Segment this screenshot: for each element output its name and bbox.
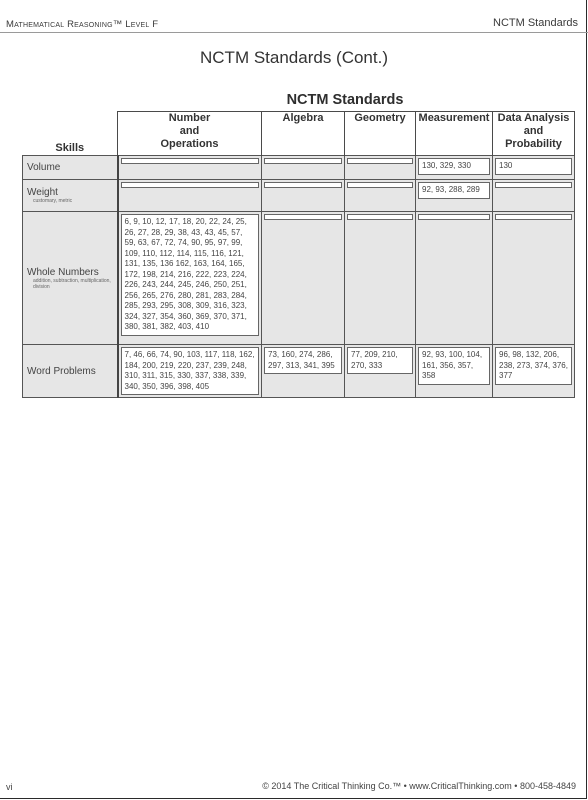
- skill-label: Weight: [27, 187, 58, 198]
- cell-values: 92, 93, 288, 289: [418, 182, 490, 199]
- column-header-data-analysis-probability: [493, 112, 575, 156]
- standards-table: [22, 111, 575, 398]
- cell-values: [264, 158, 342, 164]
- skill-cell-volume: [23, 156, 118, 180]
- skill-sublabel: customary, metric: [33, 198, 73, 204]
- header-line: and: [179, 125, 200, 137]
- cell-values: [264, 214, 342, 220]
- cell-values: [347, 182, 413, 188]
- header-line: Data Analysis: [497, 112, 570, 124]
- table-cell: [118, 180, 262, 212]
- header-line: Number: [168, 112, 211, 124]
- table-cell: [493, 180, 575, 212]
- cell-values: 96, 98, 132, 206, 238, 273, 374, 376, 377: [495, 347, 572, 385]
- cell-values: [418, 214, 490, 220]
- table-cell: [345, 212, 416, 345]
- skill-cell-word-problems: [23, 345, 118, 398]
- cell-values: [495, 182, 572, 188]
- table-cell: [416, 180, 493, 212]
- cell-values: 77, 209, 210, 270, 333: [347, 347, 413, 374]
- header-line: Probability: [505, 138, 562, 150]
- skill-label: Word Problems: [27, 365, 96, 377]
- cell-values: [347, 158, 413, 164]
- cell-values: 7, 46, 66, 74, 90, 103, 117, 118, 162, 184, 200, 219, 220, 237, 239, 248, 310, 311, 315, 330, 337, 338, 339, 340, 350, 396, 398, 405: [121, 347, 260, 395]
- table-row: [23, 156, 575, 180]
- column-header-number-operations: [118, 112, 262, 156]
- table-cell: [118, 212, 262, 345]
- table-cell: [262, 345, 345, 398]
- table-row: [23, 180, 575, 212]
- skill-cell-weight: [23, 180, 118, 212]
- column-header-geometry: [345, 112, 416, 156]
- skill-sublabel: addition, subtraction, multiplication, division: [33, 277, 111, 290]
- table-cell: [118, 345, 262, 398]
- table-header-row: [23, 112, 575, 156]
- header-line: and: [523, 125, 544, 137]
- cell-values: 73, 160, 274, 286, 297, 313, 341, 395: [264, 347, 342, 374]
- column-header-algebra: [262, 112, 345, 156]
- cell-values: [264, 182, 342, 188]
- skill-cell-whole-numbers: [23, 212, 118, 345]
- cell-values: [121, 158, 260, 164]
- table-row: [23, 212, 575, 345]
- table-cell: [345, 345, 416, 398]
- skills-column-header: Skills: [55, 142, 85, 154]
- header-rule: [0, 32, 588, 33]
- table-cell: [345, 180, 416, 212]
- table-cell: [262, 156, 345, 180]
- table-cell: [416, 345, 493, 398]
- table-cell: [416, 156, 493, 180]
- skill-label: Whole Numbers: [27, 266, 99, 278]
- table-cell: [345, 156, 416, 180]
- running-head-series: Mathematical Reasoning™ Level F: [6, 19, 159, 30]
- table-title: NCTM Standards: [286, 92, 404, 108]
- cell-values: [347, 214, 413, 220]
- table-cell: [262, 180, 345, 212]
- header-line: Measurement: [418, 112, 490, 124]
- cell-values: 130: [495, 158, 572, 175]
- table-cell: [493, 212, 575, 345]
- cell-values: 92, 93, 100, 104, 161, 356, 357, 358: [418, 347, 490, 385]
- footer-credit: © 2014 The Critical Thinking Co.™ • www.CriticalThinking.com • 800-458-4849: [262, 781, 576, 791]
- running-head-section: NCTM Standards: [493, 17, 578, 29]
- column-header-measurement: [416, 112, 493, 156]
- table-cell: [118, 156, 262, 180]
- table-cell: [493, 345, 575, 398]
- cell-values: [495, 214, 572, 220]
- table-cell: [416, 212, 493, 345]
- skill-label: Volume: [27, 162, 61, 173]
- table-row: [23, 345, 575, 398]
- header-line: Geometry: [354, 112, 406, 124]
- table-cell: [262, 212, 345, 345]
- header-line: Operations: [160, 138, 219, 150]
- page-title: NCTM Standards (Cont.): [200, 48, 388, 67]
- cell-values: 6, 9, 10, 12, 17, 18, 20, 22, 24, 25, 26, 27, 28, 29, 38, 43, 43, 45, 57, 59, 63, 67, 72, 74, 90, 95, 97, 99, 109, 110, 112, 114, 115, 116, 121, 131, 135, 136 162, 163, 164, 165, 172, 198, 214, 216, 222, 223, 224, 226, 243, 244, 245, 246, 250, 251, 256, 265, 276, 280, 281, 283, 284, 285, 293, 295, 308, 309, 316, 323, 324, 327, 354, 360, 369, 370, 371, 380, 381, 382, 403, 410: [121, 214, 260, 336]
- cell-values: [121, 182, 260, 188]
- header-line: Algebra: [282, 112, 324, 124]
- cell-values: 130, 329, 330: [418, 158, 490, 175]
- page-number: vi: [6, 782, 13, 792]
- table-cell: [493, 156, 575, 180]
